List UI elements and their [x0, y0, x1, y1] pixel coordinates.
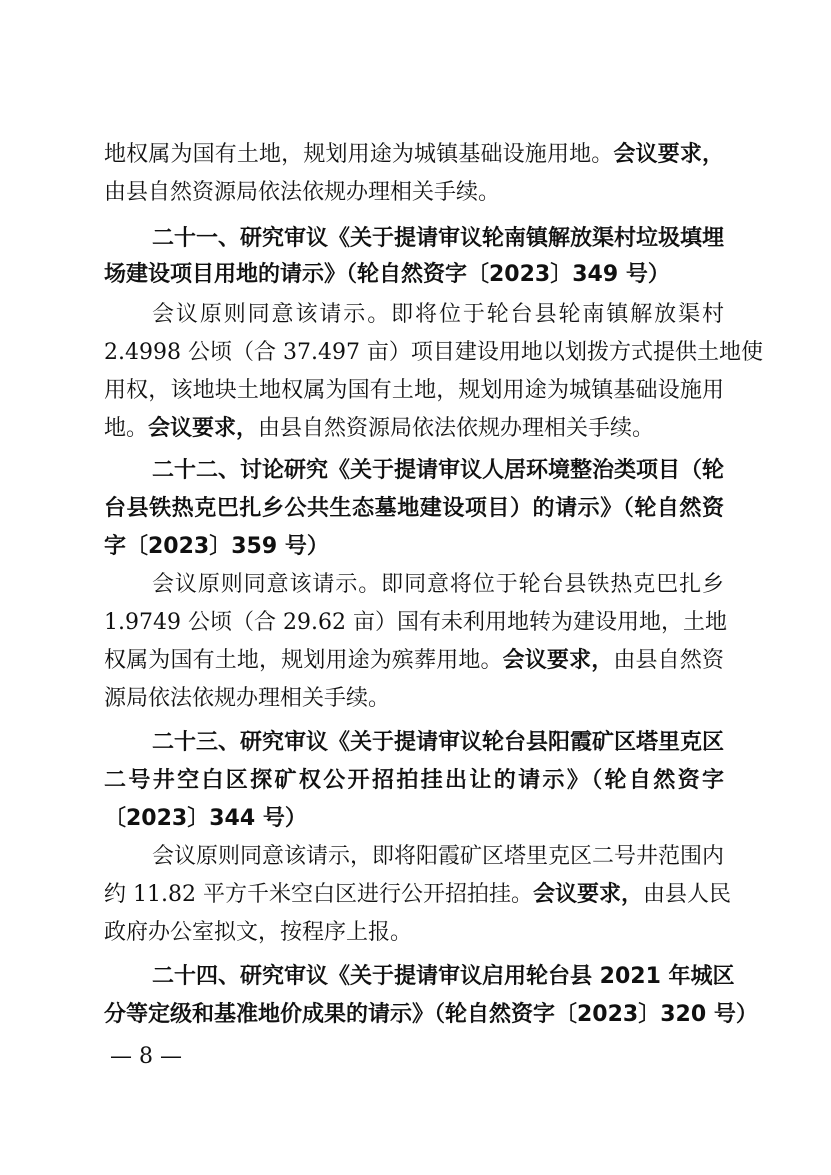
body-text: 地。 [104, 416, 149, 441]
paragraph-line: 会议原则同意该请示，即将阳霞矿区塔里克区二号井范围内 [152, 844, 725, 869]
paragraph-line: 源局依法依规办理相关手续。 [104, 686, 391, 711]
section-heading-22: 二十二、讨论研究《关于提请审议人居环境整治类项目（轮 [152, 458, 725, 483]
paragraph-line [104, 880, 732, 910]
body-text: 权属为国有土地，规划用途为殡葬用地。 [104, 648, 503, 673]
section-heading-21: 二十一、研究审议《关于提请审议轮南镇解放渠村垃圾填埋 [152, 226, 725, 251]
section-heading-22-cont: 字〔2023〕359 号） [104, 534, 329, 559]
paragraph-line: 1.9749 公顷（合 29.62 亩）国有未利用地转为建设用地，土地 [104, 610, 727, 635]
emphasis-text: 会议要求， [532, 882, 643, 907]
paragraph-line: 用权，该地块土地权属为国有土地，规划用途为城镇基础设施用 [104, 378, 724, 403]
section-heading-24: 二十四、研究审议《关于提请审议启用轮台县 2021 年城区 [152, 964, 735, 989]
paragraph-line [104, 646, 724, 676]
section-heading-21-cont: 场建设项目用地的请示》（轮自然资字〔2023〕349 号） [104, 262, 670, 287]
body-text: 由县自然资 [613, 648, 724, 673]
paragraph-line: 2.4998 公顷（合 37.497 亩）项目建设用地以划拨方式提供土地使 [104, 340, 763, 365]
paragraph-line: 会议原则同意该请示。即将位于轮台县轮南镇解放渠村 [152, 302, 724, 327]
body-text: 由县自然资源局依法依规办理相关手续。 [258, 416, 655, 441]
section-heading-23: 二十三、研究审议《关于提请审议轮台县阳霞矿区塔里克区 [152, 730, 725, 755]
body-text: 约 11.82 平方千米空白区进行公开招拍挂。 [104, 882, 533, 907]
section-heading-23-cont: 二号井空白区探矿权公开招拍挂出让的请示》（轮自然资字 [104, 768, 724, 793]
paragraph-line: 政府办公室拟文，按程序上报。 [104, 920, 413, 945]
emphasis-text: 会议要求， [613, 142, 724, 167]
emphasis-text: 会议要求， [502, 648, 614, 673]
paragraph-line: 会议原则同意该请示。即同意将位于轮台县铁热克巴扎乡 [152, 572, 724, 597]
body-text: 地权属为国有土地，规划用途为城镇基础设施用地。 [104, 142, 614, 167]
body-text: 由县人民 [643, 882, 732, 907]
page-number: — 8 — [110, 1044, 182, 1069]
section-heading-24-cont: 分等定级和基准地价成果的请示》（轮自然资字〔2023〕320 号） [104, 1002, 758, 1027]
paragraph-line: 由县自然资源局依法依规办理相关手续。 [104, 180, 501, 205]
section-heading-23-cont: 〔2023〕344 号） [104, 806, 307, 831]
section-heading-22-cont: 台县铁热克巴扎乡公共生态墓地建设项目）的请示》（轮自然资 [104, 496, 724, 521]
paragraph-line [104, 414, 724, 444]
emphasis-text: 会议要求， [148, 416, 259, 441]
paragraph-line [104, 140, 724, 170]
